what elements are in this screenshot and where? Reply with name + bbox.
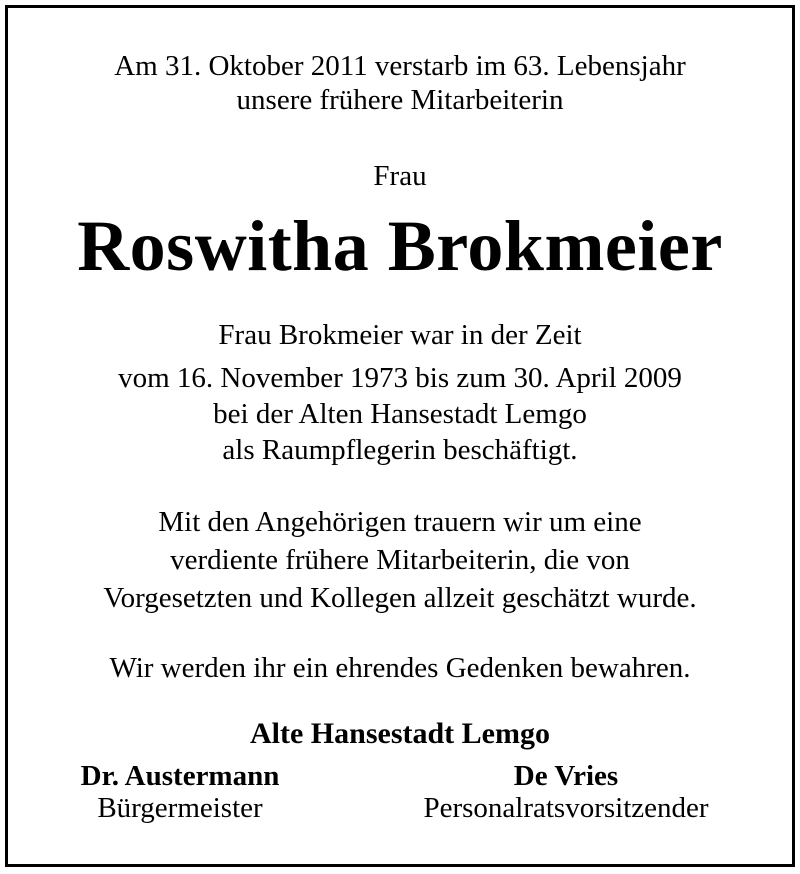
- employment-line-1: Frau Brokmeier war in der Zeit: [218, 319, 582, 351]
- intro-line-2: unsere frühere Mitarbeiterin: [236, 84, 564, 116]
- organization-name: Alte Hansestadt Lemgo: [250, 717, 550, 750]
- signatory-name: Dr. Austermann: [80, 760, 280, 792]
- mourning-line-1: Mit den Angehörigen trauern wir um eine: [158, 506, 642, 538]
- remembrance-line: Wir werden ihr ein ehrendes Gedenken bewahren.: [109, 652, 691, 684]
- signatory-role: Bürgermeister: [97, 792, 263, 824]
- salutation: Frau: [373, 160, 427, 192]
- mourning-line-2: verdiente frühere Mitarbeiterin, die von: [170, 544, 630, 576]
- signatory-name: De Vries: [513, 760, 619, 792]
- employment-line-4: als Raumpflegerin beschäftigt.: [222, 434, 578, 466]
- signatory-role: Personalratsvorsitzender: [423, 792, 709, 824]
- signatory-mayor: [20, 760, 340, 824]
- mourning-line-3: Vorgesetzten und Kollegen allzeit geschätzt wurde.: [103, 582, 697, 614]
- intro-line-1: Am 31. Oktober 2011 verstarb im 63. Lebensjahr: [114, 50, 686, 82]
- signatory-staff-council: [406, 760, 726, 824]
- deceased-name: Roswitha Brokmeier: [77, 206, 723, 286]
- employment-line-3: bei der Alten Hansestadt Lemgo: [213, 398, 587, 430]
- employment-line-2: vom 16. November 1973 bis zum 30. April 2009: [118, 362, 682, 394]
